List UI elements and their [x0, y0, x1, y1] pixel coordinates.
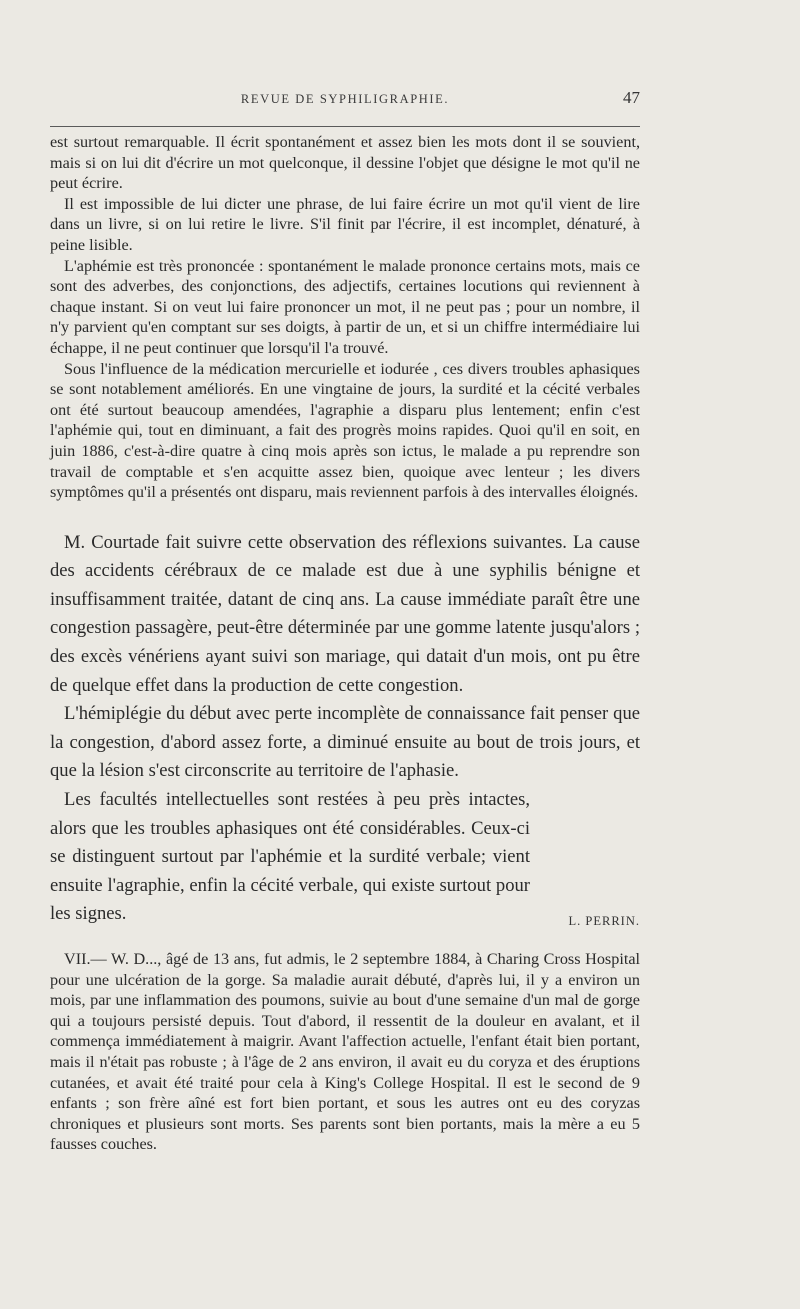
page-body [50, 132, 640, 1155]
paragraph-continuation: est surtout remarquable. Il écrit spontanément et assez bien les mots dont il se souvient, mais si on lui dit d'écrire un mot quelconque, il dessine l'objet que désigne le mot qu'il ne peut écrire. [50, 133, 640, 193]
paragraph-treatment: Sous l'influence de la médication mercurielle et iodurée , ces divers troubles aphasiques se sont notablement améliorés. En une vingtaine de jours, la surdité et la cécité verbales ont été surtout beaucoup amendées, l'agraphie a disparu plus lentement; enfin c'est l'aphémie qui, tout en diminuant, a fait des progrès moins rapides. Quoi qu'il en soit, en juin 1886, c'est-à-dire quatre à cinq mois après son ictus, le malade a pu reprendre son travail de comptable et s'en acquitte assez bien, quoique avec lenteur ; les divers symptômes qu'il a présentés ont disparu, mais reviennent parfois à des intervalles éloignés. [50, 359, 640, 502]
paragraph-aphemia: L'aphémie est très prononcée : spontanément le malade prononce certains mots, mais ce sont des adverbes, des conjonctions, des adjectifs, certaines locutions qui reviennent à chaque instant. Si on veut lui faire prononcer un mot, il ne peut pas ; pour un nombre, il n'y parvient qu'en comptant sur ses doigts, à partir de un, et si un chiffre intermédiaire lui échappe, il ne peut continuer que lorsqu'il l'a trouvé. [50, 256, 640, 357]
paragraph-dictation: Il est impossible de lui dicter une phrase, de lui faire écrire un mot qu'il vient de lire dans un livre, si on lui retire le livre. S'il finit par l'écrire, il est incomplet, dénaturé, à peine lisible. [50, 194, 640, 254]
header-rule [50, 126, 640, 127]
page-header [50, 88, 640, 114]
paragraph-faculties-block [50, 786, 640, 929]
paragraph-reflections: M. Courtade fait suivre cette observation des réflexions suivantes. La cause des accidents cérébraux de ce malade est due à une syphilis bénigne et insuffisamment traitée, datant de cinq ans. La cause immédiate paraît être une congestion passagère, peut-être déterminée par une gomme latente jusqu'alors ; des excès vénériens ayant suivi son mariage, qui datait d'un mois, ont pu être de quelque effet dans la production de cette congestion. [50, 531, 640, 696]
paragraph-faculties: Les facultés intellectuelles sont restées à peu près intactes, alors que les troubles aphasiques ont été considérables. Ceux-ci se distinguent surtout par l'aphémie et la surdité verbale; vient ensuite l'agraphie, enfin la cécité verbale, qui existe surtout pour les signes. [50, 789, 530, 925]
running-title: REVUE DE SYPHILIGRAPHIE. [240, 92, 450, 106]
author-signature: L. PERRIN. [568, 914, 640, 928]
page-number: 47 [623, 88, 640, 107]
paragraph-hemiplegia: L'hémiplégie du début avec perte incomplète de connaissance fait penser que la congestion, d'abord assez forte, a diminué ensuite au bout de trois jours, et que la lésion s'est circonscrite au territoire de l'aphasie. [50, 703, 640, 782]
paragraph-case-vii: VII.— W. D..., âgé de 13 ans, fut admis, le 2 septembre 1884, à Charing Cross Hospital pour une ulcération de la gorge. Sa maladie aurait débuté, d'après lui, il y a environ un mois, par une inflammation des poumons, suivie au bout d'une semaine d'un mal de gorge qui a toujours persisté depuis. Tout d'abord, il ressentit de la douleur en avalant, et il commença immédiatement à maigrir. Avant l'affection actuelle, l'enfant était bien portant, mais il n'était pas robuste ; à l'âge de 2 ans environ, il avait eu du coryza et des éruptions cutanées, et avait été traité pour cela à King's College Hospital. Il est le second de 9 enfants ; son frère aîné est fort bien portant, et sous les autres ont eu des coryzas chroniques et plusieurs sont morts. Ses parents sont bien portants, mais la mère a eu 5 fausses couches. [50, 950, 640, 1154]
